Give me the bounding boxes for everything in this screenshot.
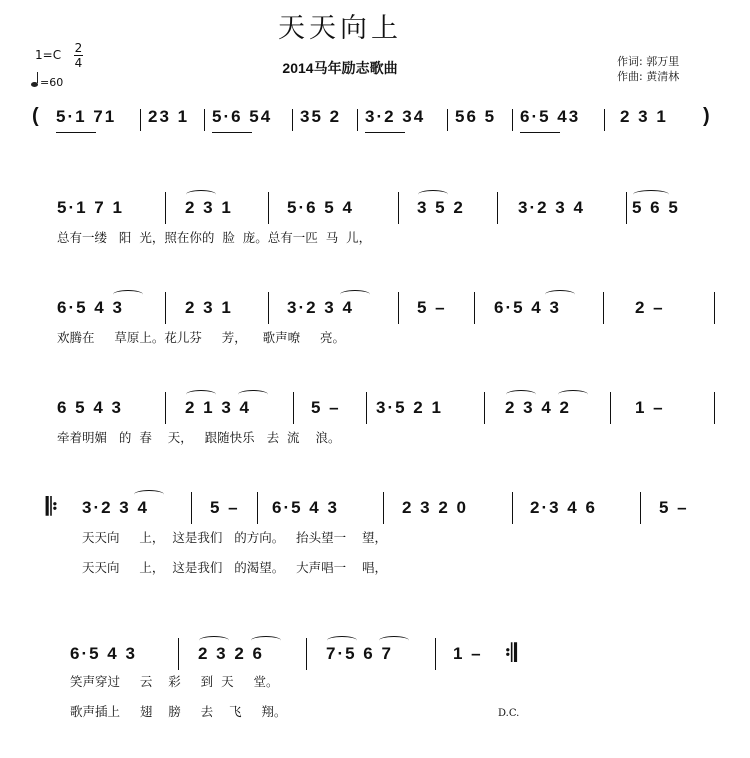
lyric-line: 总有一缕 阳 光，照在你的 脸 庞。总有一匹 马 儿， [57,230,372,245]
barline [204,109,205,131]
measure: 5 – [659,498,689,517]
intro-open-paren: ( [32,105,41,127]
slur [633,190,669,199]
composer-credit: 作曲: 黄清林 [617,70,680,83]
measure: 3 5 2 [417,198,465,217]
barline [484,392,485,424]
barline [178,638,179,670]
measure: 6·5 4 3 [70,644,137,663]
barline [398,192,399,224]
barline [191,492,192,524]
measure: 2 3 2 0 [402,498,468,517]
barline [357,109,358,131]
intro-close-paren: ) [703,105,712,127]
slur [113,290,143,299]
score-line-3 [0,398,750,448]
barline [268,192,269,224]
measure: 6·5 4 3 [272,498,339,517]
measure: 2 3 2 6 [198,644,264,663]
intro-row [0,107,750,157]
slur [251,636,281,645]
lyric-line: 笑声穿过 云 彩 到 天 堂。 [70,674,279,689]
measure: 1 – [453,644,483,663]
measure: 5 – [311,398,341,417]
measure: 2 3 4 2 [505,398,571,417]
score-line-2 [0,298,750,348]
lyric-line: 天天向 上， 这是我们 的渴望。 大声唱一 唱， [82,560,388,575]
slur [186,190,216,199]
measure: 6 5 4 3 [57,398,123,417]
repeat-end-sign: 𝄇 [505,640,517,667]
slur [545,290,575,299]
time-bottom: 4 [74,56,83,70]
lyric-line: 欢腾在 草原上。花儿芬 芳， 歌声嘹 亮。 [57,330,345,345]
measure: 5 – [417,298,447,317]
lyric-line: 牵着明媚 的 春 天， 跟随快乐 去 流 浪。 [57,430,341,445]
measure: 6·5 4 3 [494,298,561,317]
da-capo-marking: D.C. [498,708,520,719]
measure: 3·5 2 1 [376,398,443,417]
measure: 6·5 4 3 [57,298,124,317]
repeat-start-sign: 𝄆 [46,494,58,521]
barline [610,392,611,424]
measure: 5 – [210,498,240,517]
measure: 23 1 [148,107,190,126]
key-signature: 1=C [35,48,62,62]
measure: 3·2 34 [365,107,426,126]
score-line-1 [0,198,750,248]
measure: 2 – [635,298,665,317]
beam [212,132,252,133]
barline [474,292,475,324]
measure: 35 2 [300,107,342,126]
score-line-4 [0,494,750,575]
barline [497,192,498,224]
song-subtitle: 2014马年励志歌曲 [282,60,398,76]
barline [604,109,605,131]
measure: 56 5 [455,107,497,126]
measure: 2 3 1 [185,298,233,317]
slur [506,390,536,399]
slur [558,390,588,399]
score-line-5 [0,640,750,719]
barline [714,292,715,324]
measure: 3·2 3 4 [287,298,354,317]
slur [238,390,268,399]
barline [165,292,166,324]
barline [626,192,627,224]
barline [140,109,141,131]
barline [512,109,513,131]
slur [327,636,357,645]
quarter-note-icon [31,82,38,87]
barline [512,492,513,524]
time-top: 2 [74,41,83,55]
tempo-marking [31,76,63,89]
tempo-value: =60 [40,76,64,89]
slur [199,636,229,645]
barline [640,492,641,524]
lyric-line: 歌声插上 翅 膀 去 飞 翔。 [70,704,287,719]
measure: 5·1 7 1 [57,198,124,217]
measure: 5·6 54 [212,107,273,126]
barline [714,392,715,424]
slur [134,490,164,499]
beam [520,132,560,133]
measure: 3·2 3 4 [518,198,585,217]
barline [293,392,294,424]
measure: 2 3 1 [620,107,668,126]
barline [165,192,166,224]
measure: 2·3 4 6 [530,498,597,517]
lyric-line: 天天向 上， 这是我们 的方向。 抬头望一 望， [82,530,388,545]
time-signature [74,41,83,70]
measure: 5·1 71 [56,107,117,126]
barline [306,638,307,670]
measure: 5 6 5 [632,198,680,217]
measure: 2 3 1 [185,198,233,217]
measure: 2 1 3 4 [185,398,251,417]
barline [447,109,448,131]
measure: 7·5 6 7 [326,644,393,663]
beam [56,132,96,133]
measure: 6·5 43 [520,107,581,126]
barline [366,392,367,424]
barline [292,109,293,131]
measure: 5·6 5 4 [287,198,354,217]
song-title: 天天向上 [278,13,402,44]
barline [435,638,436,670]
barline [383,492,384,524]
lyricist-credit: 作词: 郭万里 [617,55,680,68]
barline [398,292,399,324]
slur [379,636,409,645]
measure: 3·2 3 4 [82,498,149,517]
barline [165,392,166,424]
slur [418,190,448,199]
barline [603,292,604,324]
barline [257,492,258,524]
beam [365,132,405,133]
slur [186,390,216,399]
barline [268,292,269,324]
slur [340,290,370,299]
measure: 1 – [635,398,665,417]
